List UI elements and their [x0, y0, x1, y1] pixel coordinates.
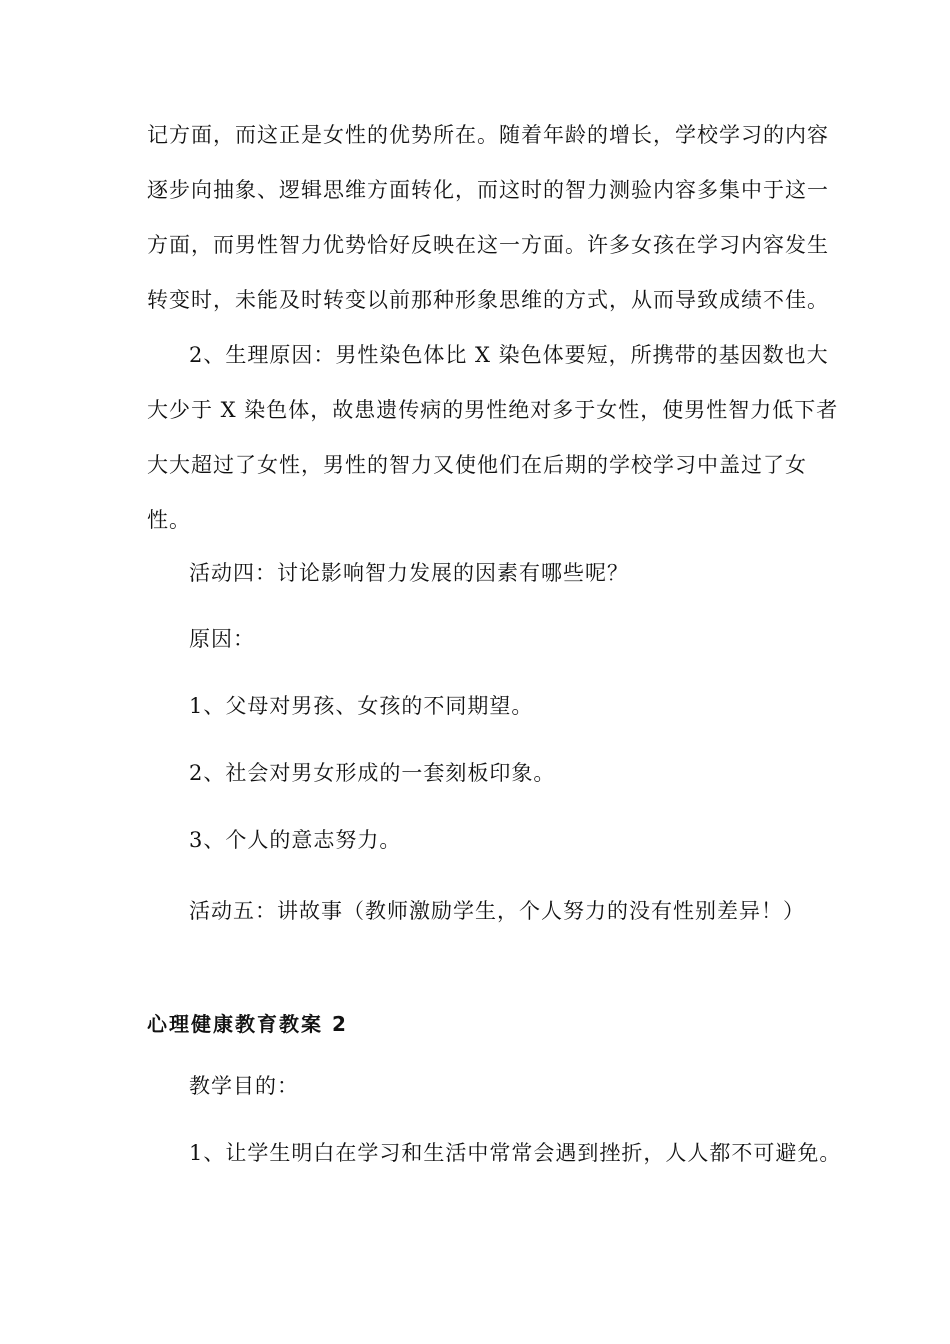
activity-five-text: 活动五：讲故事（教师激励学生，个人努力的没有性别差异！）: [189, 899, 805, 923]
paragraph-line: 转变时，未能及时转变以前那种形象思维的方式，从而导致成绩不佳。: [147, 288, 829, 312]
paragraph-line: 2、生理原因：男性染色体比 X 染色体要短，所携带的基因数也大: [189, 343, 829, 367]
reason-item-3: [147, 813, 815, 868]
paragraph-line: 逐步向抽象、逻辑思维方面转化，而这时的智力测验内容多集中于这一: [147, 178, 829, 202]
paragraph-intelligence-development: [147, 108, 829, 328]
teaching-goal-label-text: 教学目的：: [189, 1074, 299, 1098]
paragraph-physiological-reason: [147, 328, 839, 548]
paragraph-line: 大少于 X 染色体，故患遗传病的男性绝对多于女性，使男性智力低下者: [147, 398, 839, 422]
activity-four: [147, 546, 815, 601]
paragraph-line: 方面，而男性智力优势恰好反映在这一方面。许多女孩在学习内容发生: [147, 233, 829, 257]
paragraph-line: 大大超过了女性，男性的智力又使他们在后期的学校学习中盖过了女: [147, 453, 807, 477]
list-item: 2、社会对男女形成的一套刻板印象。: [189, 761, 556, 785]
list-item: 1、让学生明白在学习和生活中常常会遇到挫折，人人都不可避免。: [189, 1141, 842, 1165]
reason-item-1: [147, 679, 815, 734]
reason-label-text: 原因：: [189, 627, 255, 651]
section-title: 心理健康教育教案 2: [147, 1012, 348, 1036]
list-item: 1、父母对男孩、女孩的不同期望。: [189, 694, 534, 718]
reason-item-2: [147, 746, 815, 801]
teaching-goal-label: [147, 1059, 815, 1114]
activity-four-text: 活动四：讨论影响智力发展的因素有哪些呢？: [189, 561, 629, 585]
teaching-goal-1: [147, 1126, 842, 1181]
reason-label: [147, 612, 815, 667]
activity-five: [147, 884, 815, 939]
paragraph-line: 记方面，而这正是女性的优势所在。随着年龄的增长，学校学习的内容: [147, 123, 829, 147]
paragraph-line: 性。: [147, 508, 191, 532]
list-item: 3、个人的意志努力。: [189, 828, 402, 852]
